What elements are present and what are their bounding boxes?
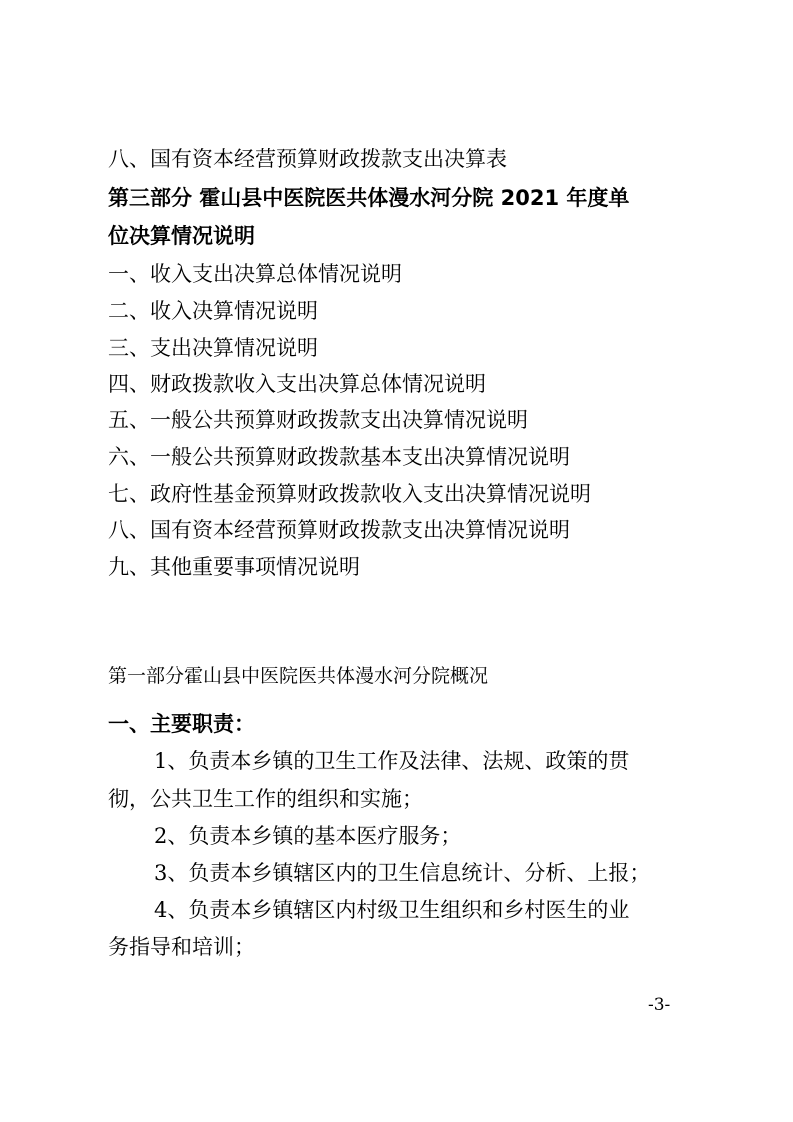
part3-title-line1: 第三部分 霍山县中医院医共体漫水河分院 2021 年度单 xyxy=(108,186,630,210)
page-number: -3- xyxy=(648,995,671,1015)
duty-4-line1: 4、负责本乡镇辖区内村级卫生组织和乡村医生的业 xyxy=(154,898,630,922)
duty-2: 2、负责本乡镇的基本医疗服务； xyxy=(154,824,462,848)
duty-4-line2: 务指导和培训； xyxy=(108,935,255,959)
toc-item-part3-1: 一、收入支出决算总体情况说明 xyxy=(108,262,402,286)
toc-item-part3-8: 八、国有资本经营预算财政拨款支出决算情况说明 xyxy=(108,518,570,542)
part1-title: 第一部分霍山县中医院医共体漫水河分院概况 xyxy=(108,665,489,687)
duty-1-line1: 1、负责本乡镇的卫生工作及法律、法规、政策的贯 xyxy=(154,749,630,773)
section1-heading: 一、主要职责： xyxy=(108,712,255,736)
toc-item-part3-7: 七、政府性基金预算财政拨款收入支出决算情况说明 xyxy=(108,482,591,506)
toc-item-part3-9: 九、其他重要事项情况说明 xyxy=(108,555,360,579)
toc-item-part2-8: 八、国有资本经营预算财政拨款支出决算表 xyxy=(108,147,507,171)
toc-item-part3-5: 五、一般公共预算财政拨款支出决算情况说明 xyxy=(108,408,528,432)
duty-3: 3、负责本乡镇辖区内的卫生信息统计、分析、上报； xyxy=(154,861,651,885)
part3-title-line2: 位决算情况说明 xyxy=(108,224,255,248)
toc-item-part3-3: 三、支出决算情况说明 xyxy=(108,336,318,360)
toc-item-part3-4: 四、财政拨款收入支出决算总体情况说明 xyxy=(108,372,486,396)
duty-1-line2: 彻，公共卫生工作的组织和实施； xyxy=(108,787,423,811)
toc-item-part3-6: 六、一般公共预算财政拨款基本支出决算情况说明 xyxy=(108,445,570,469)
toc-item-part3-2: 二、收入决算情况说明 xyxy=(108,299,318,323)
